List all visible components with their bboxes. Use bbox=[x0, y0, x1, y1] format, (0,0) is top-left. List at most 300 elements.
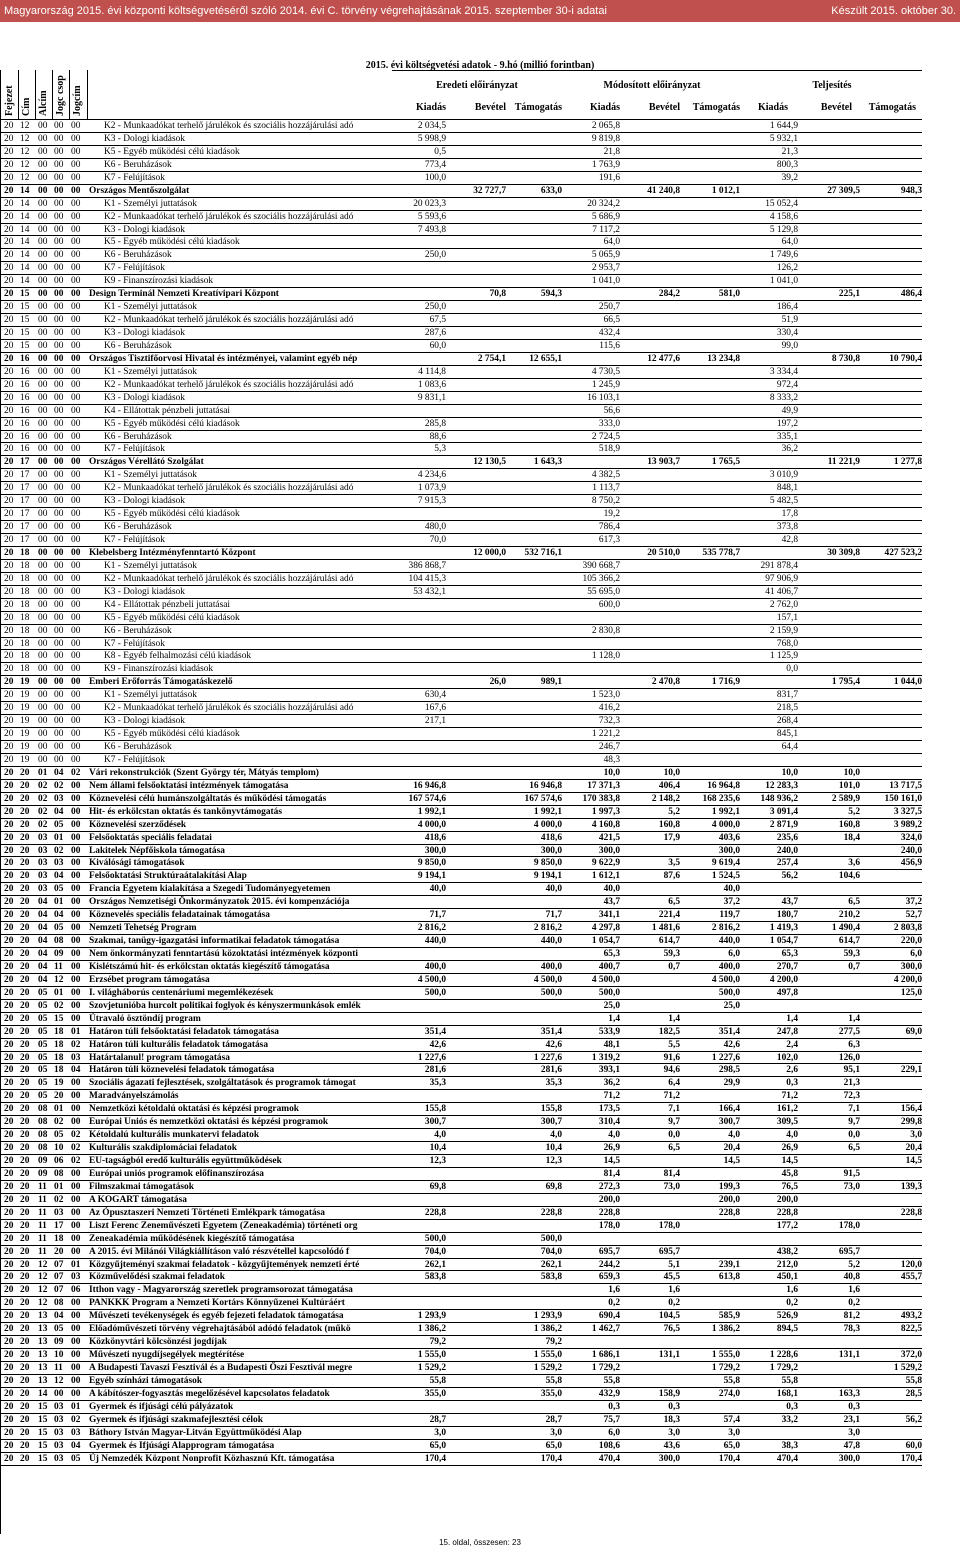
cim-code: 20 bbox=[20, 1233, 30, 1244]
modositott-bevetel: 12 477,6 bbox=[647, 353, 680, 364]
modositott-kiadas: 115,6 bbox=[599, 340, 620, 351]
header-tamogatas-2: Támogatás bbox=[692, 102, 740, 113]
teljesites-kiadas: 0,3 bbox=[786, 1401, 798, 1412]
jogcsop-code: 00 bbox=[54, 754, 64, 765]
jogcim-code: 00 bbox=[71, 418, 81, 429]
jogcsop-code: 00 bbox=[54, 340, 64, 351]
cim-code: 17 bbox=[20, 470, 30, 481]
jogcim-code: 00 bbox=[71, 224, 81, 235]
modositott-bevetel: 131,1 bbox=[658, 1350, 680, 1361]
eredeti-tamogatas: 532 716,1 bbox=[524, 547, 562, 558]
eredeti-tamogatas: 155,8 bbox=[540, 1104, 562, 1115]
alcim-code: 00 bbox=[38, 250, 48, 261]
modositott-kiadas: 600,0 bbox=[598, 599, 620, 610]
teljesites-kiadas: 126,2 bbox=[776, 263, 798, 274]
teljesites-kiadas: 4,0 bbox=[786, 1130, 798, 1141]
jogcsop-code: 05 bbox=[54, 1324, 64, 1335]
table-row bbox=[0, 482, 922, 495]
alcim-code: 03 bbox=[38, 871, 48, 882]
modositott-kiadas: 55,8 bbox=[603, 1375, 620, 1386]
teljesites-bevetel: 18,4 bbox=[843, 832, 860, 843]
teljesites-tamogatas: 56,2 bbox=[905, 1414, 922, 1425]
alcim-code: 11 bbox=[38, 1207, 47, 1218]
modositott-kiadas: 659,3 bbox=[598, 1272, 620, 1283]
teljesites-bevetel: 131,1 bbox=[838, 1350, 860, 1361]
jogcsop-code: 04 bbox=[54, 806, 64, 817]
eredeti-kiadas: 1 073,9 bbox=[417, 483, 446, 494]
alcim-code: 00 bbox=[38, 729, 48, 740]
modositott-tamogatas: 1 386,2 bbox=[711, 1324, 740, 1335]
fejezet-code: 20 bbox=[4, 1363, 14, 1373]
alcim-code: 04 bbox=[38, 961, 48, 972]
eredeti-kiadas: 9 850,0 bbox=[417, 858, 446, 869]
header-jogcsop: Jogc csop bbox=[55, 75, 66, 116]
eredeti-tamogatas: 1 293,9 bbox=[533, 1311, 562, 1322]
teljesites-kiadas: 177,2 bbox=[776, 1220, 798, 1231]
jogcsop-code: 02 bbox=[54, 1194, 64, 1205]
eredeti-kiadas: 4 234,6 bbox=[417, 470, 446, 481]
row-name: K6 - Beruházások bbox=[104, 742, 172, 752]
teljesites-kiadas: 43,7 bbox=[781, 897, 798, 908]
teljesites-tamogatas: 6,0 bbox=[910, 949, 922, 959]
jogcsop-code: 04 bbox=[54, 1311, 64, 1322]
modositott-bevetel: 0,7 bbox=[668, 961, 680, 972]
row-name: K2 - Munkaadókat terhelő járulékok és szociális hozzájárulási adó bbox=[104, 211, 354, 222]
table-row bbox=[0, 896, 922, 909]
teljesites-kiadas: 5 932,1 bbox=[769, 133, 798, 144]
eredeti-kiadas: 155,8 bbox=[424, 1104, 446, 1115]
eredeti-kiadas: 9 831,1 bbox=[417, 392, 446, 403]
modositott-kiadas: 178,0 bbox=[598, 1220, 620, 1231]
teljesites-kiadas: 5 129,8 bbox=[769, 224, 798, 235]
modositott-kiadas: 1 128,0 bbox=[591, 651, 620, 662]
cim-code: 20 bbox=[20, 1117, 30, 1128]
alcim-code: 05 bbox=[38, 1065, 48, 1076]
alcim-code: 00 bbox=[38, 754, 48, 765]
jogcim-code: 00 bbox=[71, 535, 81, 545]
teljesites-bevetel: 30 309,8 bbox=[827, 547, 860, 558]
alcim-code: 00 bbox=[38, 586, 48, 597]
table-row bbox=[0, 327, 922, 340]
jogcim-code: 00 bbox=[71, 121, 81, 131]
modositott-tamogatas: 228,8 bbox=[718, 1207, 740, 1218]
teljesites-tamogatas: 2 803,8 bbox=[893, 923, 922, 934]
table-row bbox=[0, 1310, 922, 1323]
eredeti-bevetel: 12 130,5 bbox=[473, 457, 506, 468]
modositott-tamogatas: 2 816,2 bbox=[711, 923, 740, 934]
alcim-code: 00 bbox=[38, 457, 48, 468]
jogcim-code: 00 bbox=[71, 910, 81, 921]
report-banner bbox=[0, 0, 960, 22]
modositott-bevetel: 0,2 bbox=[668, 1298, 680, 1309]
alcim-code: 15 bbox=[38, 1427, 48, 1438]
modositott-tamogatas: 1 992,1 bbox=[711, 806, 740, 817]
jogcsop-code: 03 bbox=[54, 1440, 64, 1451]
fejezet-code: 20 bbox=[4, 923, 14, 934]
fejezet-code: 20 bbox=[4, 1039, 14, 1050]
cim-code: 20 bbox=[20, 1414, 30, 1425]
table-row bbox=[0, 1064, 922, 1077]
alcim-code: 00 bbox=[38, 172, 48, 183]
modositott-kiadas: 1 729,2 bbox=[591, 1363, 620, 1373]
jogcsop-code: 00 bbox=[54, 276, 64, 287]
table-row bbox=[0, 288, 922, 301]
modositott-tamogatas: 168 235,6 bbox=[702, 793, 740, 804]
teljesites-bevetel: 81,2 bbox=[843, 1311, 860, 1322]
fejezet-code: 20 bbox=[4, 703, 14, 714]
table-row bbox=[0, 456, 922, 469]
modositott-tamogatas: 4 500,0 bbox=[711, 974, 740, 985]
teljesites-kiadas: 438,2 bbox=[776, 1246, 798, 1257]
eredeti-tamogatas: 1 992,1 bbox=[533, 806, 562, 817]
modositott-kiadas: 244,2 bbox=[598, 1259, 620, 1270]
row-name: K1 - Személyi juttatások bbox=[104, 470, 197, 481]
row-name: Határon túli kulturális feladatok támogatása bbox=[89, 1039, 269, 1050]
header-divider-1 bbox=[18, 70, 19, 120]
alcim-code: 00 bbox=[38, 677, 48, 688]
fejezet-code: 20 bbox=[4, 457, 14, 468]
teljesites-kiadas: 45,8 bbox=[781, 1168, 798, 1179]
modositott-kiadas: 300,0 bbox=[598, 845, 620, 856]
modositott-tamogatas: 613,8 bbox=[718, 1272, 740, 1283]
table-row bbox=[0, 612, 922, 625]
modositott-bevetel: 1,6 bbox=[668, 1285, 680, 1296]
jogcsop-code: 00 bbox=[54, 237, 64, 248]
table-row bbox=[0, 1453, 922, 1466]
cim-code: 20 bbox=[20, 897, 30, 908]
jogcim-code: 00 bbox=[71, 599, 81, 610]
teljesites-kiadas: 247,8 bbox=[776, 1026, 798, 1037]
teljesites-kiadas: 200,0 bbox=[776, 1194, 798, 1205]
modositott-kiadas: 65,3 bbox=[603, 949, 620, 959]
teljesites-kiadas: 197,2 bbox=[776, 418, 798, 429]
eredeti-kiadas: 167 574,6 bbox=[408, 793, 446, 804]
fejezet-code: 20 bbox=[4, 806, 14, 817]
jogcim-code: 00 bbox=[71, 961, 81, 972]
table-row bbox=[0, 547, 922, 560]
eredeti-kiadas: 440,0 bbox=[424, 936, 446, 947]
modositott-bevetel: 104,5 bbox=[658, 1311, 680, 1322]
teljesites-kiadas: 64,0 bbox=[781, 237, 798, 248]
modositott-tamogatas: 1 555,0 bbox=[711, 1350, 740, 1361]
modositott-bevetel: 71,2 bbox=[663, 1091, 680, 1102]
cim-code: 14 bbox=[20, 211, 30, 222]
modositott-kiadas: 390 668,7 bbox=[582, 560, 620, 571]
row-name: K3 - Dologi kiadások bbox=[104, 716, 185, 727]
modositott-kiadas: 246,7 bbox=[598, 742, 620, 752]
jogcim-code: 01 bbox=[71, 1259, 81, 1270]
cim-code: 19 bbox=[20, 742, 30, 752]
table-row bbox=[0, 120, 922, 133]
cim-code: 20 bbox=[20, 1272, 30, 1283]
row-name: K6 - Beruházások bbox=[104, 340, 172, 351]
modositott-bevetel: 3,5 bbox=[668, 858, 680, 869]
jogcsop-code: 04 bbox=[54, 767, 64, 778]
row-name: K2 - Munkaadókat terhelő járulékok és szociális hozzájárulási adó bbox=[104, 483, 354, 494]
jogcsop-code: 03 bbox=[54, 1414, 64, 1425]
fejezet-code: 20 bbox=[4, 496, 14, 507]
cim-code: 17 bbox=[20, 457, 30, 468]
teljesites-bevetel: 5,2 bbox=[848, 806, 860, 817]
table-row bbox=[0, 650, 922, 663]
fejezet-code: 20 bbox=[4, 1311, 14, 1322]
table-row bbox=[0, 638, 922, 651]
teljesites-kiadas: 10,0 bbox=[781, 767, 798, 778]
fejezet-code: 20 bbox=[4, 729, 14, 740]
eredeti-tamogatas: 583,8 bbox=[540, 1272, 562, 1283]
teljesites-kiadas: 38,3 bbox=[781, 1440, 798, 1451]
fejezet-code: 20 bbox=[4, 1337, 14, 1348]
jogcsop-code: 00 bbox=[54, 431, 64, 442]
eredeti-kiadas: 1 293,9 bbox=[417, 1311, 446, 1322]
teljesites-bevetel: 1 490,4 bbox=[831, 923, 860, 934]
modositott-bevetel: 406,4 bbox=[658, 780, 680, 791]
table-row bbox=[0, 832, 922, 845]
row-name: Báthory István Magyar-Litván Együttműködési Alap bbox=[89, 1427, 302, 1438]
alcim-code: 05 bbox=[38, 1000, 48, 1011]
modositott-kiadas: 17 371,3 bbox=[587, 780, 620, 791]
row-name: K9 - Finanszírozási kiadások bbox=[104, 664, 214, 675]
eredeti-kiadas: 167,6 bbox=[424, 703, 446, 714]
fejezet-code: 20 bbox=[4, 1181, 14, 1192]
cim-code: 17 bbox=[20, 496, 30, 507]
alcim-code: 00 bbox=[38, 133, 48, 144]
jogcsop-code: 01 bbox=[54, 897, 64, 908]
alcim-code: 04 bbox=[38, 974, 48, 985]
row-name: Nem állami felsőoktatási intézmények támogatása bbox=[89, 780, 289, 791]
teljesites-kiadas: 180,7 bbox=[776, 910, 798, 921]
row-name: A 2015. évi Milánói Világkiállításon való részvétellel kapcsolódó f bbox=[89, 1246, 350, 1257]
row-name: K5 - Egyéb működési célú kiadások bbox=[104, 237, 240, 248]
modositott-kiadas: 2 065,8 bbox=[591, 121, 620, 131]
cim-code: 20 bbox=[20, 1168, 30, 1179]
modositott-kiadas: 40,0 bbox=[603, 884, 620, 895]
teljesites-kiadas: 1 041,0 bbox=[769, 276, 798, 287]
jogcim-code: 00 bbox=[71, 845, 81, 856]
row-name: K6 - Beruházások bbox=[104, 250, 172, 261]
table-row bbox=[0, 1220, 922, 1233]
teljesites-kiadas: 257,4 bbox=[776, 858, 798, 869]
cim-code: 20 bbox=[20, 1130, 30, 1141]
modositott-bevetel: 6,5 bbox=[668, 897, 680, 908]
alcim-code: 00 bbox=[38, 405, 48, 416]
jogcsop-code: 00 bbox=[54, 392, 64, 403]
teljesites-bevetel: 40,8 bbox=[843, 1272, 860, 1283]
fejezet-code: 20 bbox=[4, 987, 14, 998]
jogcsop-code: 00 bbox=[54, 185, 64, 196]
fejezet-code: 20 bbox=[4, 198, 14, 209]
fejezet-code: 20 bbox=[4, 1078, 14, 1089]
modositott-bevetel: 45,5 bbox=[663, 1272, 680, 1283]
cim-code: 19 bbox=[20, 690, 30, 701]
row-name: K6 - Beruházások bbox=[104, 625, 172, 636]
jogcim-code: 06 bbox=[71, 1285, 81, 1296]
jogcsop-code: 02 bbox=[54, 845, 64, 856]
alcim-code: 00 bbox=[38, 470, 48, 481]
teljesites-kiadas: 2 871,9 bbox=[769, 819, 798, 830]
cim-code: 18 bbox=[20, 599, 30, 610]
table-row bbox=[0, 366, 922, 379]
row-name: I. világháborús centenáriumi megemlékezések bbox=[89, 987, 274, 998]
modositott-tamogatas: 351,4 bbox=[718, 1026, 740, 1037]
cim-code: 18 bbox=[20, 612, 30, 623]
table-row bbox=[0, 1168, 922, 1181]
table-row bbox=[0, 961, 922, 974]
jogcsop-code: 20 bbox=[54, 1091, 64, 1102]
fejezet-code: 20 bbox=[4, 353, 14, 364]
jogcim-code: 00 bbox=[71, 638, 81, 649]
header-jogcim: Jogcím bbox=[72, 85, 83, 116]
teljesites-kiadas: 2 159,9 bbox=[769, 625, 798, 636]
jogcim-code: 00 bbox=[71, 457, 81, 468]
cim-code: 20 bbox=[20, 923, 30, 934]
eredeti-tamogatas: 500,0 bbox=[540, 1233, 562, 1244]
header-tamogatas-1: Támogatás bbox=[514, 102, 562, 113]
teljesites-bevetel: 0,7 bbox=[848, 961, 860, 972]
alcim-code: 08 bbox=[38, 1104, 48, 1115]
modositott-kiadas: 8 750,2 bbox=[591, 496, 620, 507]
teljesites-kiadas: 240,0 bbox=[776, 845, 798, 856]
jogcim-code: 00 bbox=[71, 664, 81, 675]
modositott-tamogatas: 170,4 bbox=[718, 1453, 740, 1464]
jogcim-code: 00 bbox=[71, 328, 81, 338]
teljesites-bevetel: 695,7 bbox=[838, 1246, 860, 1257]
cim-code: 20 bbox=[20, 1440, 30, 1451]
jogcsop-code: 03 bbox=[54, 1401, 64, 1412]
teljesites-bevetel: 300,0 bbox=[838, 1453, 860, 1464]
alcim-code: 02 bbox=[38, 819, 48, 830]
jogcim-code: 03 bbox=[71, 1427, 81, 1438]
modositott-bevetel: 20 510,0 bbox=[647, 547, 680, 558]
table-row bbox=[0, 1284, 922, 1297]
jogcsop-code: 03 bbox=[54, 1207, 64, 1218]
eredeti-tamogatas: 594,3 bbox=[540, 289, 562, 300]
jogcsop-code: 00 bbox=[54, 586, 64, 597]
teljesites-kiadas: 845,1 bbox=[776, 729, 798, 740]
teljesites-tamogatas: 37,2 bbox=[905, 897, 922, 908]
modositott-bevetel: 178,0 bbox=[658, 1220, 680, 1231]
cim-code: 20 bbox=[20, 1337, 30, 1348]
table-row bbox=[0, 780, 922, 793]
row-name: Közművelődési szakmai feladatok bbox=[89, 1272, 225, 1283]
modositott-tamogatas: 3,0 bbox=[728, 1427, 740, 1438]
cim-code: 20 bbox=[20, 806, 30, 817]
jogcsop-code: 04 bbox=[54, 910, 64, 921]
page-footer: 15. oldal, összesen: 23 bbox=[439, 1538, 521, 1547]
jogcsop-code: 08 bbox=[54, 1298, 64, 1309]
alcim-code: 13 bbox=[38, 1375, 48, 1386]
jogcim-code: 00 bbox=[71, 651, 81, 662]
teljesites-kiadas: 3 091,4 bbox=[769, 806, 798, 817]
modositott-kiadas: 4 160,8 bbox=[591, 819, 620, 830]
fejezet-code: 20 bbox=[4, 289, 14, 300]
teljesites-tamogatas: 229,1 bbox=[900, 1065, 922, 1076]
alcim-code: 00 bbox=[38, 742, 48, 752]
fejezet-code: 20 bbox=[4, 612, 14, 623]
table-row bbox=[0, 922, 922, 935]
eredeti-kiadas: 42,6 bbox=[429, 1039, 446, 1050]
row-name: Határon túli köznevelési feladatok támogatása bbox=[89, 1065, 275, 1076]
teljesites-bevetel: 0,2 bbox=[848, 1298, 860, 1309]
jogcsop-code: 07 bbox=[54, 1259, 64, 1270]
alcim-code: 14 bbox=[38, 1388, 48, 1399]
eredeti-kiadas: 7 493,8 bbox=[417, 224, 446, 235]
alcim-code: 12 bbox=[38, 1285, 48, 1296]
row-name: Felsőoktatási Struktúraátalakítási Alap bbox=[89, 871, 247, 882]
table-row bbox=[0, 1323, 922, 1336]
row-name: K2 - Munkaadókat terhelő járulékok és szociális hozzájárulási adó bbox=[104, 573, 354, 584]
row-name: Határon túli felsőoktatási feladatok támogatása bbox=[89, 1026, 279, 1037]
cim-code: 20 bbox=[20, 1246, 30, 1257]
jogcsop-code: 00 bbox=[54, 366, 64, 377]
modositott-kiadas: 393,1 bbox=[598, 1065, 620, 1076]
table-row bbox=[0, 224, 922, 237]
fejezet-code: 20 bbox=[4, 910, 14, 921]
cim-code: 12 bbox=[20, 172, 30, 183]
row-name: K7 - Felújítások bbox=[104, 263, 165, 274]
eredeti-kiadas: 55,8 bbox=[429, 1375, 446, 1386]
jogcsop-code: 00 bbox=[54, 211, 64, 222]
jogcsop-code: 00 bbox=[54, 638, 64, 649]
header-tamogatas-3: Támogatás bbox=[868, 102, 916, 113]
eredeti-tamogatas: 3,0 bbox=[550, 1427, 562, 1438]
row-name: Francia Egyetem kialakítása a Szegedi Tudományegyetemen bbox=[89, 884, 331, 895]
table-row bbox=[0, 1349, 922, 1362]
row-name: Művészeti nyugdíjsegélyek megtérítése bbox=[89, 1350, 245, 1361]
row-name: Művészeti tevékenységek és egyéb fejezeti feladatok támogatása bbox=[89, 1311, 344, 1322]
jogcim-code: 00 bbox=[71, 237, 81, 248]
teljesites-kiadas: 330,4 bbox=[776, 328, 798, 338]
jogcim-code: 00 bbox=[71, 806, 81, 817]
cim-code: 12 bbox=[20, 133, 30, 144]
alcim-code: 15 bbox=[38, 1414, 48, 1425]
alcim-code: 03 bbox=[38, 884, 48, 895]
modositott-tamogatas: 9 619,4 bbox=[711, 858, 740, 869]
fejezet-code: 20 bbox=[4, 535, 14, 545]
row-name: K3 - Dologi kiadások bbox=[104, 224, 185, 235]
cim-code: 20 bbox=[20, 1078, 30, 1089]
teljesites-kiadas: 33,2 bbox=[781, 1414, 798, 1425]
table-row bbox=[0, 1259, 922, 1272]
table-row bbox=[0, 560, 922, 573]
modositott-bevetel: 2 470,8 bbox=[651, 677, 680, 688]
cim-code: 14 bbox=[20, 237, 30, 248]
jogcim-code: 00 bbox=[71, 573, 81, 584]
cim-code: 19 bbox=[20, 703, 30, 714]
row-name: Új Nemzedék Központ Nonprofit Közhasznú Kft. támogatása bbox=[89, 1453, 335, 1464]
cim-code: 20 bbox=[20, 910, 30, 921]
modositott-kiadas: 14,5 bbox=[603, 1156, 620, 1166]
jogcim-code: 00 bbox=[71, 1337, 81, 1348]
table-row bbox=[0, 495, 922, 508]
row-name: Zeneakadémia működésének kiegészítő támogatása bbox=[89, 1233, 295, 1244]
row-name: K2 - Munkaadókat terhelő járulékok és szociális hozzájárulási adó bbox=[104, 121, 354, 131]
jogcsop-code: 10 bbox=[54, 1350, 64, 1361]
cim-code: 16 bbox=[20, 392, 30, 403]
modositott-kiadas: 690,4 bbox=[598, 1311, 620, 1322]
cim-code: 20 bbox=[20, 1207, 30, 1218]
eredeti-kiadas: 5,3 bbox=[434, 444, 446, 455]
modositott-bevetel: 87,6 bbox=[663, 871, 680, 882]
jogcsop-code: 00 bbox=[54, 146, 64, 157]
jogcsop-code: 00 bbox=[54, 664, 64, 675]
row-name: K7 - Felújítások bbox=[104, 754, 165, 765]
modositott-kiadas: 695,7 bbox=[598, 1246, 620, 1257]
eredeti-bevetel: 70,8 bbox=[489, 289, 506, 300]
jogcsop-code: 18 bbox=[54, 1039, 64, 1050]
teljesites-kiadas: 2,6 bbox=[786, 1065, 798, 1076]
alcim-code: 12 bbox=[38, 1272, 48, 1283]
